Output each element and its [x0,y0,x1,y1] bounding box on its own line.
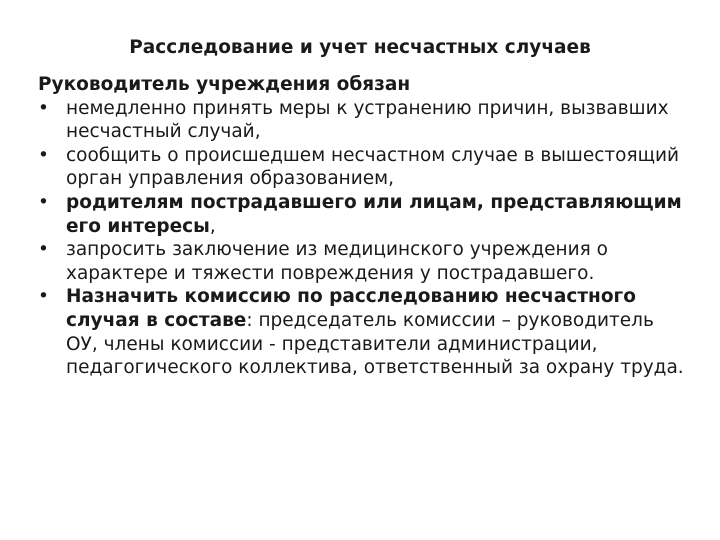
list-item-text: : председатель комиссии – руководитель ОУ, члены комиссии - представители администрации, педагогического коллектива, ответственный за охрану труда. [66,309,684,379]
list-item-bold: Назначить комиссию по расследованию несчастного случая в составе [66,286,636,331]
bullet-list [38,97,688,380]
slide-content [38,73,688,380]
slide-title: Расследование и учет несчастных случаев [129,37,591,58]
list-item-text: сообщить о происшедшем несчастном случае в вышестоящий орган управления образованием, [66,144,680,190]
bullet-icon: • [38,239,49,261]
bullet-icon: • [38,191,49,213]
list-item-text: запросить заключение из медицинского учреждения о характере и тяжести повреждения у пострадавшего. [66,239,609,284]
bullet-icon: • [38,97,49,119]
bullet-icon: • [38,286,49,308]
lead-heading: Руководитель учреждения обязан [38,74,411,95]
list-item [38,144,688,191]
list-item [38,285,688,379]
list-item-bold: родителям пострадавшего или лицам, представляющим его интересы [66,191,682,237]
list-item [38,238,688,285]
bullet-icon: • [38,144,49,166]
list-item [38,97,688,144]
list-item [38,191,688,238]
list-item-text: немедленно принять меры к устранению причин, вызвавших несчастный случай, [66,97,669,143]
list-item-text: , [209,215,216,237]
